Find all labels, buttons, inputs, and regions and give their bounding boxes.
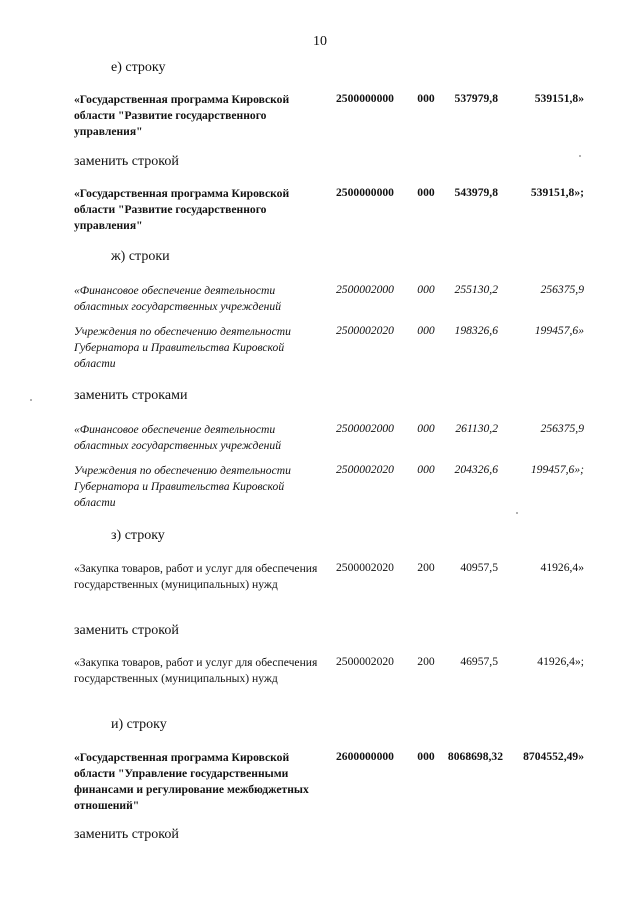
row-code: 2500002020 bbox=[336, 463, 394, 476]
row-value-2: 539151,8» bbox=[534, 92, 584, 105]
row-value-2: 41926,4»; bbox=[537, 655, 584, 668]
row-value-2: 8704552,49» bbox=[523, 750, 584, 763]
row-value-2: 199457,6» bbox=[534, 324, 584, 337]
replace-label-zh: заменить строками bbox=[74, 388, 188, 403]
row-value-1: 198326,6 bbox=[454, 324, 498, 337]
row-type: 000 bbox=[417, 283, 435, 296]
row-text: «Государственная программа Кировской области "Управление государственными финансами и регулирование межбюджетных отношений" bbox=[74, 751, 309, 812]
row-text: «Государственная программа Кировской области "Развитие государственного управления" bbox=[74, 93, 290, 138]
row-value-1: 40957,5 bbox=[460, 561, 498, 574]
replace-label-z: заменить строкой bbox=[74, 623, 179, 638]
row-value-2: 199457,6»; bbox=[530, 463, 584, 476]
row-value-2: 256375,9 bbox=[540, 283, 584, 296]
replace-label-i: заменить строкой bbox=[74, 827, 179, 842]
row-value-1: 204326,6 bbox=[454, 463, 498, 476]
row-type: 200 bbox=[417, 655, 435, 668]
row-code: 2500002000 bbox=[336, 283, 394, 296]
heading-z: з) строку bbox=[111, 528, 165, 543]
replace-label-e: заменить строкой bbox=[74, 154, 179, 169]
row-text: «Закупка товаров, работ и услуг для обеспечения государственных (муниципальных) нужд bbox=[74, 656, 318, 685]
row-code: 2500000000 bbox=[336, 92, 394, 105]
row-type: 000 bbox=[417, 324, 435, 337]
row-text: Учреждения по обеспечению деятельности Губернатора и Правительства Кировской области bbox=[74, 325, 291, 370]
row-type: 000 bbox=[417, 92, 435, 105]
row-code: 2500002020 bbox=[336, 655, 394, 668]
row-text: «Государственная программа Кировской области "Развитие государственного управления" bbox=[74, 187, 290, 232]
row-code: 2500002000 bbox=[336, 422, 394, 435]
row-value-1: 255130,2 bbox=[454, 283, 498, 296]
page-number: 10 bbox=[313, 34, 327, 49]
heading-i: и) строку bbox=[111, 717, 167, 732]
row-text: «Финансовое обеспечение деятельности областных государственных учреждений bbox=[74, 284, 282, 313]
row-value-2: 41926,4» bbox=[540, 561, 584, 574]
row-code: 2500002020 bbox=[336, 324, 394, 337]
row-text: Учреждения по обеспечению деятельности Губернатора и Правительства Кировской области bbox=[74, 464, 291, 509]
heading-zh: ж) строки bbox=[111, 249, 170, 264]
row-value-1: 8068698,32 bbox=[447, 750, 503, 763]
heading-e: е) строку bbox=[111, 60, 166, 75]
row-code: 2500000000 bbox=[336, 186, 394, 199]
row-code: 2600000000 bbox=[336, 750, 394, 763]
scan-speck bbox=[516, 512, 518, 514]
row-text: «Закупка товаров, работ и услуг для обеспечения государственных (муниципальных) нужд bbox=[74, 562, 318, 591]
scan-speck bbox=[579, 155, 581, 157]
scan-speck bbox=[30, 399, 32, 401]
row-value-2: 256375,9 bbox=[540, 422, 584, 435]
row-type: 000 bbox=[417, 463, 435, 476]
row-value-1: 537979,8 bbox=[454, 92, 498, 105]
row-type: 000 bbox=[417, 186, 435, 199]
row-value-1: 46957,5 bbox=[460, 655, 498, 668]
row-code: 2500002020 bbox=[336, 561, 394, 574]
row-type: 000 bbox=[417, 750, 435, 763]
row-type: 000 bbox=[417, 422, 435, 435]
row-value-2: 539151,8»; bbox=[530, 186, 584, 199]
row-text: «Финансовое обеспечение деятельности областных государственных учреждений bbox=[74, 423, 282, 452]
row-value-1: 261130,2 bbox=[455, 422, 498, 435]
row-type: 200 bbox=[417, 561, 435, 574]
row-value-1: 543979,8 bbox=[454, 186, 498, 199]
